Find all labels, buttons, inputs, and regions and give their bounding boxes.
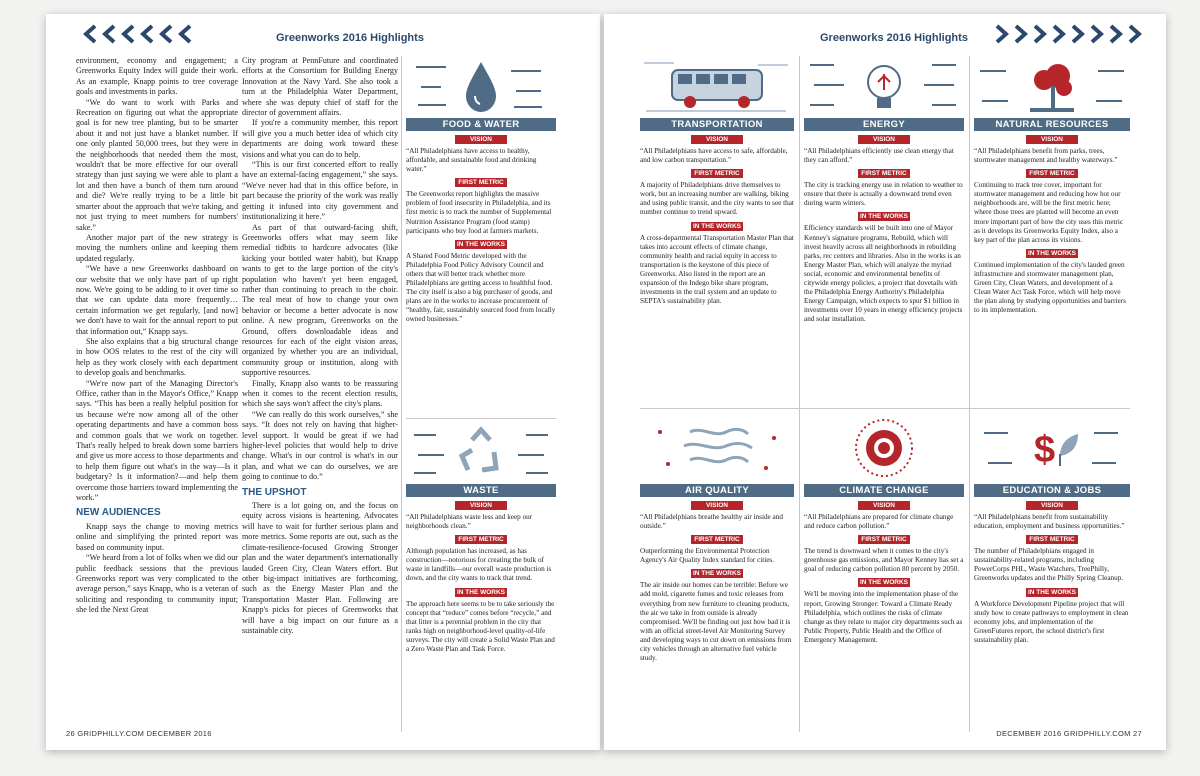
first-metric-tag: FIRST METRIC — [691, 169, 743, 178]
card-air-quality — [640, 412, 794, 663]
chevron-right-icon — [1032, 24, 1048, 44]
metric-text: Continuing to track tree cover, important for stormwater management and reducing how hot our neighborhoods are, will be the first metric here; where those trees are planted will become an even more important part of how the city uses this metric as it develops its Greenworks Equity Index, also a key part of the plan across its visions. — [974, 181, 1124, 244]
first-metric-tag: FIRST METRIC — [691, 535, 743, 544]
paragraph: Another major part of the new strategy is moving the numbers online and keeping them updated regularly. — [76, 232, 238, 263]
vision-text: “All Philadelphians have access to safe, affordable, and low carbon transportation.” — [640, 147, 788, 165]
transportation-illustration — [640, 56, 794, 118]
natural-resources-illustration — [974, 56, 1130, 118]
in-the-works-tag: IN THE WORKS — [1027, 249, 1077, 257]
leaf-icon — [1059, 434, 1078, 466]
folio-right: DECEMBER 2016 GRIDPHILLY.COM 27 — [996, 729, 1142, 738]
water-drop-icon — [466, 62, 496, 112]
works-text: Efficiency standards will be built into one of Mayor Kenney's signature programs, Rebuild, which will invest heavily across all neighborhoods in rebuilding parks, rec centers and libraries. Also in the works is an Energy Master Plan, which will analyze the myriad social, economic and environmental benefits of citywide energy policies, a project that dovetails with the Philadelphia Energy Authority's Philadelphia Energy Campaign, which expects to spur $1 billion in investments over 10 years in energy efficiency projects and solar installation. — [804, 224, 963, 324]
column-divider — [401, 56, 402, 732]
column-divider — [799, 56, 800, 732]
light-bulb-icon — [868, 66, 900, 108]
card-title: TRANSPORTATION — [640, 118, 794, 131]
air-quality-illustration — [640, 412, 794, 484]
sun-icon — [856, 420, 912, 476]
metric-text: Although population has increased, as has construction—notorious for creating the bulk of waste in landfills—our overall waste production is down, and the city wants to track that trend. — [406, 547, 552, 583]
vision-text: “All Philadelphians benefit from parks, trees, stormwater management and healthy waterways.” — [974, 147, 1118, 165]
in-the-works-tag: IN THE WORKS — [1027, 588, 1077, 596]
card-climate-change — [804, 412, 964, 645]
card-transportation — [640, 56, 794, 306]
in-the-works-tag: IN THE WORKS — [456, 588, 506, 596]
chevron-left-icon — [158, 24, 174, 44]
in-the-works-tag: IN THE WORKS — [692, 570, 742, 578]
vision-tag: VISION — [858, 501, 910, 510]
column-divider — [969, 56, 970, 732]
chevron-left-icon — [139, 24, 155, 44]
works-text: Continued implementation of the city's lauded green infrastructure and stormwater management plan, Green City, Clean Waters, and development of a Clean Water Act Task Force, which will help move the plan along by studying opportunities and barriers to its implementation. — [974, 260, 1126, 315]
education-jobs-illustration — [974, 412, 1130, 484]
paragraph: “We can really do this work ourselves,” she says. “It does not rely on having that higher-level support. It would be great if we had higher-level policies that would help to drive change. What's in our control is what's in our plan, and what we can do ourselves, we are going to continue to do.” — [242, 409, 398, 482]
paragraph: Knapp says the change to moving metrics online and simplifying the printed report was based on community input. — [76, 521, 238, 552]
chevron-right-icon — [1051, 24, 1067, 44]
paragraph: If you're a community member, this report will give you a much better idea of which city departments are doing work toward these visions and what you can do to help. — [242, 118, 398, 159]
food-water-illustration — [406, 56, 556, 118]
folio-left: 26 GRIDPHILLY.COM DECEMBER 2016 — [66, 729, 212, 738]
card-title: FOOD & WATER — [406, 118, 556, 131]
energy-illustration — [804, 56, 964, 118]
vision-text: “All Philadelphians waste less and keep our neighborhoods clean.” — [406, 513, 533, 531]
first-metric-tag: FIRST METRIC — [858, 535, 910, 544]
metric-text: The trend is downward when it comes to the city's greenhouse gas emissions, and Mayor Kenney has set a goal of reducing carbon pollution 80 percent by 2050. — [804, 547, 964, 574]
card-title: EDUCATION & JOBS — [974, 484, 1130, 497]
climate-change-illustration — [804, 412, 964, 484]
card-title: AIR QUALITY — [640, 484, 794, 497]
paragraph: Finally, Knapp also wants to be reassuring when it comes to the recent election results, which she says won't affect the city's plans. — [242, 378, 398, 409]
metric-text: The Greenworks report highlights the massive problem of food insecurity in Philadelphia, and its first metric is to track the number of Supplemental Nutrition Assistance Program (food stamp) participants who buy food at farmers markets. — [406, 190, 552, 235]
card-food-water — [406, 56, 556, 325]
paragraph: City program at PennFuture and coordinated efforts at the Consortium for Building Energy Innovation at the Navy Yard. She also took a turn at the Philadelphia Water Department, where she was deputy chief of staff for the director of government affairs. — [242, 56, 398, 118]
card-natural-resources — [974, 56, 1130, 315]
vision-text: “All Philadelphians benefit from sustainability education, employment and business opportunities.” — [974, 513, 1125, 531]
subhead-new-audiences: NEW AUDIENCES — [76, 507, 161, 519]
vision-tag: VISION — [691, 501, 743, 510]
vision-text: “All Philadelphians breathe healthy air inside and outside.” — [640, 513, 783, 531]
card-title: WASTE — [406, 484, 556, 497]
works-text: The air inside our homes can be terrible: Before we add mold, cigarette fumes and toxic releases from everything from new furniture to cleaning products, the air we take in from outside is already compromised. We'll be finding out just how bad it is with an official street-level Air Monitoring Survey and developing ways to cut down on emissions from city vehicles through an alternative fuel vehicle study. — [640, 581, 792, 663]
in-the-works-tag: IN THE WORKS — [859, 213, 909, 221]
metric-text: Outperforming the Environmental Protection Agency's Air Quality Index standard for cities. — [640, 547, 775, 565]
in-the-works-tag: IN THE WORKS — [692, 222, 742, 230]
chevron-ornament — [994, 24, 1143, 44]
recycle-icon — [462, 430, 496, 470]
works-text: A Workforce Development Pipeline project that will study how to create pathways to employment in clean economy jobs, and implementation of the GreenFutures report, the school district's first sustainability plan. — [974, 599, 1129, 644]
vision-tag: VISION — [1026, 135, 1078, 144]
card-education-jobs — [974, 412, 1130, 645]
chevron-left-icon — [177, 24, 193, 44]
first-metric-tag: FIRST METRIC — [1026, 535, 1078, 544]
left-page — [46, 14, 600, 750]
article-column-1 — [76, 56, 238, 616]
card-title: ENERGY — [804, 118, 964, 131]
vision-text: “All Philadelphians are prepared for climate change and reduce carbon pollution.” — [804, 513, 954, 531]
chevron-right-icon — [994, 24, 1010, 44]
paragraph: She also explains that a big structural change in how OOS relates to the rest of the city will help as they work closely with each department to develop goals and benchmarks. — [76, 336, 238, 378]
card-divider — [406, 418, 556, 419]
subhead-the-upshot: THE UPSHOT — [242, 486, 307, 498]
paragraph: “We do want to work with Parks and Recreation on figuring out what the appropriate goal is for new tree planting, but to be smarter about it and not just have a blanket number. If one only planted 50,000 trees, but they were in the neighborhoods that needed them the most, wouldn't that be more effective for our overall strategy than just saying we were able to plant a lot and then have a bunch of them turn around and die? We're really trying to be a little bit smarter about the approach that we're taking, and not just trying to meet numbers for numbers' sake.” — [76, 97, 238, 232]
chevron-left-icon — [120, 24, 136, 44]
paragraph: environment, economy and engagement; a Greenworks Equity Index will guide their work. As an example, Knapp points to tree coverage goals and investments in parks. — [76, 56, 238, 97]
chevron-right-icon — [1089, 24, 1105, 44]
dollar-sign-icon: $ — [1034, 429, 1056, 471]
works-text: We'll be moving into the implementation phase of the report, Growing Stronger: Toward a Climate Ready Philadelphia, which outlines the risks of climate change as they relate to major city departments such as Public Property, Public Health and the Office of Emergency Management. — [804, 590, 963, 644]
works-text: A Shared Food Metric developed with the Philadelphia Food Policy Advisory Council and others that will better track whether more Philadelphians are getting access to healthful food. The city itself is also a big purchaser of goods, and plans are in the works to increase procurement of “healthy, fair, sustainably sourced food from locally owned businesses.” — [406, 251, 556, 324]
vision-tag: VISION — [455, 135, 507, 144]
chevron-right-icon — [1127, 24, 1143, 44]
card-waste — [406, 422, 556, 654]
running-head: Greenworks 2016 Highlights — [276, 32, 424, 44]
chevron-left-icon — [82, 24, 98, 44]
bus-icon — [672, 70, 762, 108]
paragraph: “We're now part of the Managing Director's Office, rather than in the Mayor's Office,” Knapp says. “This has been a really helpful position for us because we're now among all of the other operating departments and have a common boss and common goals that we work on together. That's really helped to break down some barriers and give us more access to those departments and to help them figure out what's in the way—Is it budgetary? Is it information?—and help them overcome those barriers toward implementing the work.” — [76, 378, 238, 503]
in-the-works-tag: IN THE WORKS — [859, 579, 909, 587]
chevron-right-icon — [1013, 24, 1029, 44]
paragraph: “We heard from a lot of folks when we did our public feedback sessions that the previous Greenworks report was very complicated to the average person,” says Knapp, who is a veteran of soliciting and responding to community input; she led the Next Great — [76, 553, 238, 615]
works-text: A cross-departmental Transportation Master Plan that takes into account effects of climate change, community health and racial equity in access to transportation is the keystone of this piece of Greenworks. Also listed in the report are an expansion of the Indego bike share program, investments in the trail system and an update to SEPTA's sustainability plan. — [640, 233, 794, 306]
vision-tag: VISION — [1026, 501, 1078, 510]
first-metric-tag: FIRST METRIC — [455, 535, 507, 544]
vision-text: “All Philadelphians efficiently use clean energy that they can afford.” — [804, 147, 954, 165]
first-metric-tag: FIRST METRIC — [858, 169, 910, 178]
chevron-left-icon — [101, 24, 117, 44]
chevron-ornament — [82, 24, 193, 44]
row-divider — [640, 408, 1130, 409]
paragraph: As part of that outward-facing shift, Greenworks offers what may seem like remedial tidbits to hardcore advocates (like kicking your bottled water habit), but Knapp wants to get to the large portion of the city's population who haven't yet been engaged, rather than continuing to preach to the choir. The real meat of how to change your own behavior or become a better advocate is now online. A new program, Greenworks on the Ground, offers downloadable ideas and resources for each of the eight vision areas, organized by whether you are an individual, community group or institution, along with supportive resources. — [242, 222, 398, 378]
card-title: CLIMATE CHANGE — [804, 484, 964, 497]
vision-tag: VISION — [858, 135, 910, 144]
waste-illustration — [406, 422, 556, 484]
first-metric-tag: FIRST METRIC — [455, 178, 507, 187]
card-energy — [804, 56, 964, 325]
metric-text: A majority of Philadelphians drive themselves to work, but an increasing number are walking, biking and using public transit, and the city wants to see that number continue to trend upward. — [640, 181, 794, 217]
works-text: The approach here seems to be to take seriously the concept that “reduce” comes before “recycle,” and that litter is a perennial problem in the city that ranks high on neighborhood-level quality-of-life surveys. The city will create a Solid Waste Plan and a Zero Waste Plan and Task Force. — [406, 599, 555, 654]
paragraph: “This is our first concerted effort to really have an external-facing engagement,” she says. “We've never had that in this office before, in part because the priority of the work was really getting it infused into city government and institutionalizing it here.” — [242, 160, 398, 222]
vision-text: “All Philadelphians have access to healthy, affordable, and sustainable food and drinking water.” — [406, 147, 537, 174]
metric-text: The city is tracking energy use in relation to weather to ensure that there is actually a downward trend even during warm winters. — [804, 181, 963, 208]
chevron-right-icon — [1070, 24, 1086, 44]
article-column-2 — [242, 56, 398, 636]
metric-text: The number of Philadelphians engaged in sustainability-related programs, including PowerCorps PHL, Waste Watchers, TreePhilly, Greenworks updates and the Philly Spring Cleanup. — [974, 547, 1124, 583]
vision-tag: VISION — [691, 135, 743, 144]
in-the-works-tag: IN THE WORKS — [456, 240, 506, 248]
first-metric-tag: FIRST METRIC — [1026, 169, 1078, 178]
chevron-right-icon — [1108, 24, 1124, 44]
vision-tag: VISION — [455, 501, 507, 510]
paragraph: “We have a new Greenworks dashboard on our website that we only have part of up right now. We're going to be adding to it over time so that we can update data more frequently… certain information we get regularly, [and now] we don't have to wait for the annual report to put that information out,” Knapp says. — [76, 264, 238, 336]
tree-icon — [1030, 64, 1074, 112]
right-page — [604, 14, 1166, 750]
running-head: Greenworks 2016 Highlights — [820, 32, 968, 44]
wind-icon — [684, 429, 752, 462]
card-title: NATURAL RESOURCES — [974, 118, 1130, 131]
paragraph: There is a lot going on, and the focus on equity across visions is heartening. Advocates will have to wait for further serious plans and more metrics. Some reports are out, such as the climate-resilience-focused Growing Stronger plan and the water department's internationally lauded Green City, Clean Waters effort. But other big-impact initiatives are forthcoming, such as the Energy Master Plan and the Transportation Master Plan. Following are Knapp's picks for pieces of Greenworks that will have a big impact on our future as a sustainable city. — [242, 501, 398, 635]
